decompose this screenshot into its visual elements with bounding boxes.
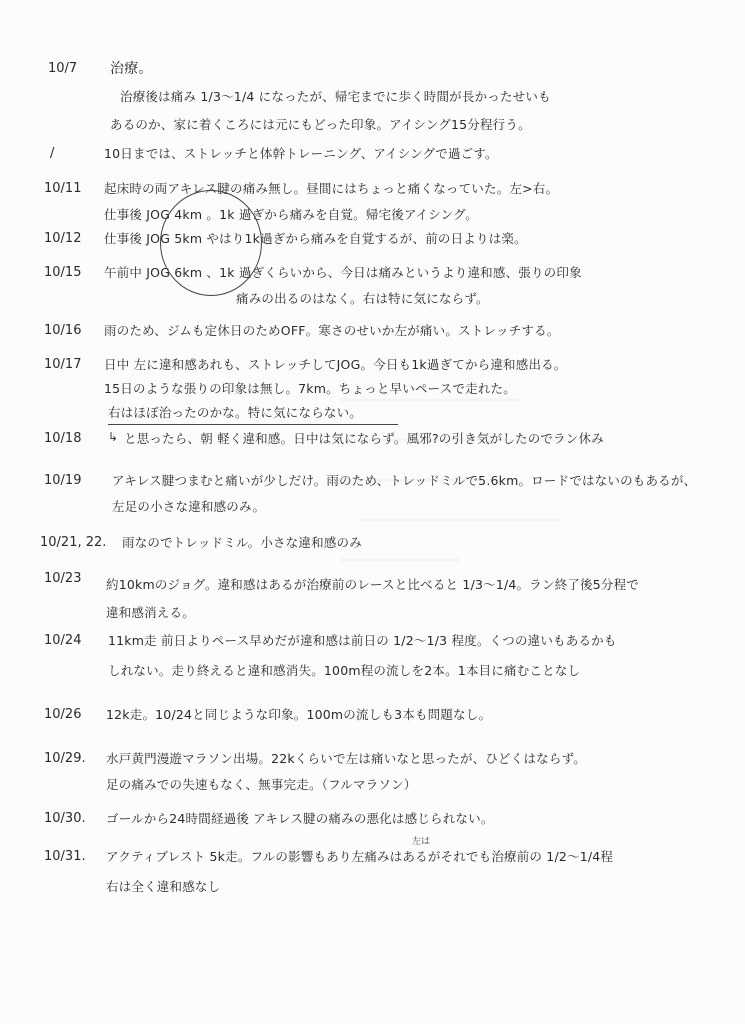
entry-date: 10/26 bbox=[44, 707, 82, 722]
entry-line: 雨のため、ジムも定休日のためOFF。寒さのせいか左が痛い。ストレッチする。 bbox=[104, 323, 560, 338]
entry-line: 左足の小さな違和感のみ。 bbox=[112, 499, 266, 514]
entry-line: 治療。 bbox=[110, 61, 153, 77]
jog-distance-circle bbox=[160, 190, 262, 296]
entry-line: 治療後は痛み 1/3〜1/4 になったが、帰宅までに歩く時間が長かったせいも bbox=[120, 89, 551, 104]
entry-date: 10/18 bbox=[44, 431, 82, 446]
entry-date: 10/11 bbox=[44, 181, 82, 196]
entry-date: 10/23 bbox=[44, 571, 82, 586]
entry-line: アキレス腱つまむと痛いが少しだけ。雨のため、トレッドミルで5.6km。ロードではないのもあるが、 bbox=[112, 473, 697, 488]
entry-date: 10/15 bbox=[44, 265, 82, 280]
entry-date: 10/12 bbox=[44, 231, 82, 246]
entry-line: 15日のような張りの印象は無し。7km。ちょっと早いペースで走れた。 bbox=[104, 381, 516, 396]
entry-date: 10/21, 22. bbox=[40, 535, 107, 550]
entry-line: 日中 左に違和感あれも、ストレッチしてJOG。今日も1k過ぎてから違和感出る。 bbox=[104, 357, 567, 372]
entry-line: 11km走 前日よりペース早めだが違和感は前日の 1/2〜1/3 程度。くつの違いもあるかも bbox=[108, 633, 617, 648]
entry-line: 10日までは、ストレッチと体幹トレーニング、アイシングで過ごす。 bbox=[104, 146, 498, 161]
entry-line: アクティブレスト 5k走。フルの影響もあり左痛みはあるがそれでも治療前の 1/2〜1/4程 bbox=[106, 849, 614, 864]
entry-date: 10/16 bbox=[44, 323, 82, 338]
entry-line: あるのか、家に着くころには元にもどった印象。アイシング15分程行う。 bbox=[110, 117, 531, 132]
entry-line: 右は全く違和感なし bbox=[106, 879, 221, 894]
entry-line: と思ったら、朝 軽く違和感。日中は気にならず。風邪?の引き気がしたのでラン休み bbox=[124, 431, 604, 446]
entry-line: しれない。走り終えると違和感消失。100m程の流しを2本。1本目に痛むことなし bbox=[108, 663, 581, 678]
entry-date: 10/31. bbox=[44, 849, 86, 864]
entry-line: 12k走。10/24と同じような印象。100mの流しも3本も問題なし。 bbox=[106, 707, 492, 722]
entry-line: 午前中 JOG 6km 、1k 過ぎくらいから、今日は痛みというより違和感、張りの印象 bbox=[104, 265, 582, 280]
entry-date: 10/7 bbox=[48, 61, 78, 76]
entry-date: 10/30. bbox=[44, 811, 86, 826]
entry-line: 右はほぼ治ったのかな。特に気にならない。 bbox=[108, 405, 363, 420]
entry-date: 10/17 bbox=[44, 357, 82, 372]
entry-line: 足の痛みでの失速もなく、無事完走。（フルマラソン） bbox=[106, 777, 417, 792]
entry-date: / bbox=[50, 146, 55, 161]
entry-line: 仕事後 JOG 5km やはり1k過ぎから痛みを自覚するが、前の日よりは楽。 bbox=[104, 231, 527, 246]
entry-line: 仕事後 JOG 4km 。1k 過ぎから痛みを自覚。帰宅後アイシング。 bbox=[104, 207, 478, 222]
entry-line: 約10kmのジョグ。違和感はあるが治療前のレースと比べると 1/3〜1/4。ラン終了後5分程で bbox=[106, 577, 640, 592]
entry-line: 起床時の両アキレス腱の痛み無し。昼間にはちょっと痛くなっていた。左>右。 bbox=[104, 181, 559, 196]
entry-line: 水戸黄門漫遊マラソン出場。22kくらいで左は痛いなと思ったが、ひどくはならず。 bbox=[106, 751, 586, 766]
entry-line: 雨なのでトレッドミル。小さな違和感のみ bbox=[122, 535, 362, 550]
caret-arrow-icon: ↳ bbox=[108, 430, 119, 444]
insertion-note: 左は bbox=[412, 837, 431, 847]
underline-mark bbox=[108, 424, 398, 425]
entry-date: 10/29. bbox=[44, 751, 86, 766]
entry-date: 10/24 bbox=[44, 633, 82, 648]
entry-line: 違和感消える。 bbox=[106, 605, 195, 620]
entry-line: ゴールから24時間経過後 アキレス腱の痛みの悪化は感じられない。 bbox=[106, 811, 494, 826]
entry-line: 痛みの出るのはなく。右は特に気にならず。 bbox=[236, 291, 489, 306]
entry-date: 10/19 bbox=[44, 473, 82, 488]
